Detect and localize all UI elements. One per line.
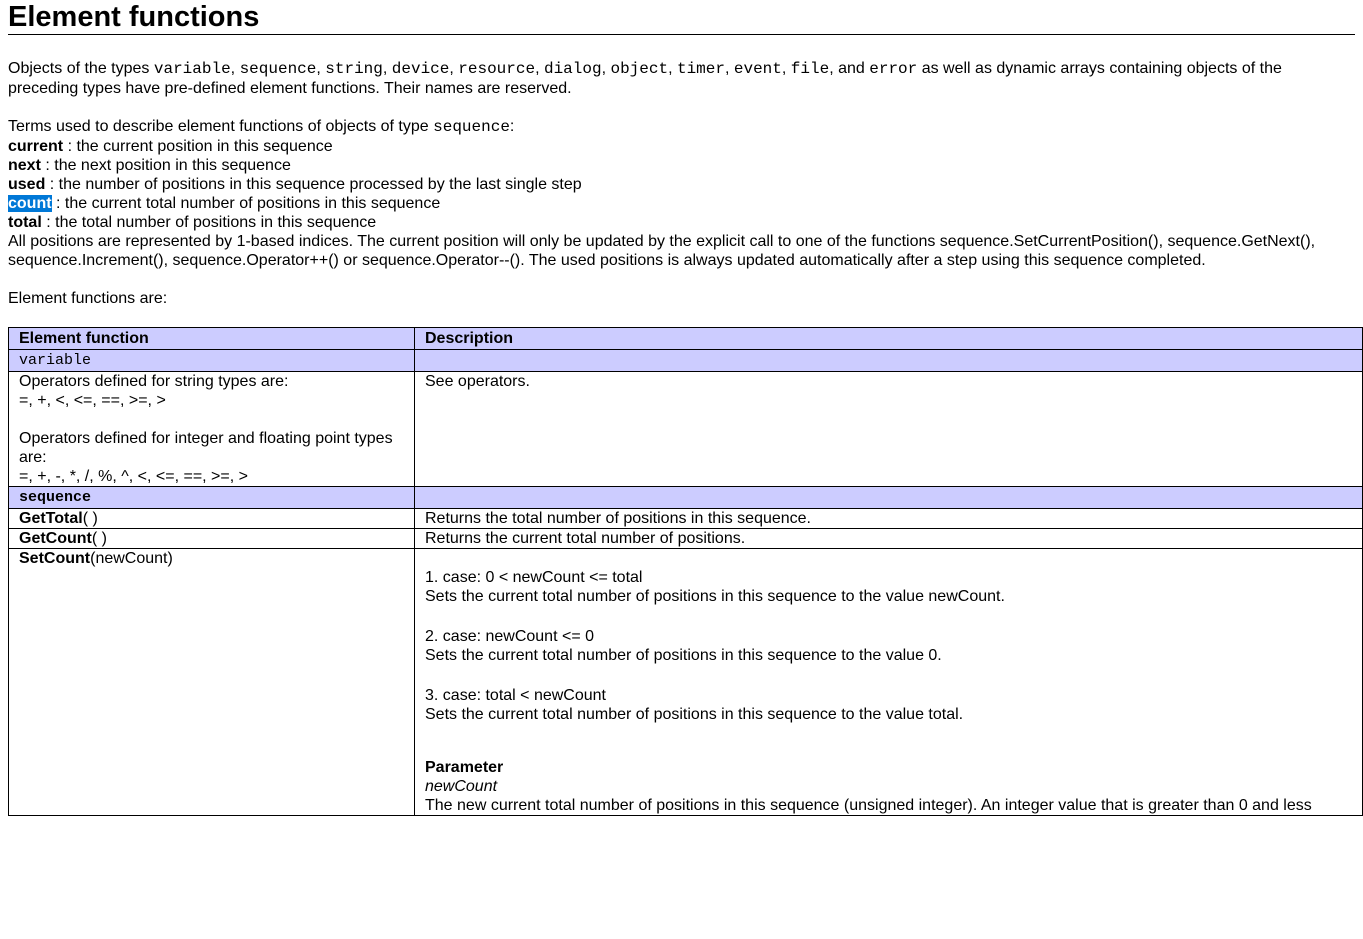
group-row-sequence bbox=[9, 487, 1363, 509]
variable-ops-cell bbox=[9, 372, 415, 487]
page-title: Element functions bbox=[8, 0, 1355, 35]
term-total: total : the total number of positions in this sequence bbox=[8, 214, 377, 231]
fn-gettotal: GetTotal( ) bbox=[9, 509, 415, 529]
ops-string-label: Operators defined for string types are: bbox=[19, 373, 289, 390]
group-label-variable: variable bbox=[9, 350, 415, 372]
intro-paragraph: Objects of the types variable, sequence, string, device, resource, dialog, object, timer, event, file, and error as well as dynamic arrays containing objects of the preceding types have pre-defined element functions. Their names are reserved. bbox=[8, 60, 1282, 97]
variable-ops-desc: See operators. bbox=[415, 372, 1363, 487]
term-current: current : the current position in this sequence bbox=[8, 138, 333, 155]
case-1: 1. case: 0 < newCount <= total bbox=[425, 569, 643, 586]
table-row-gettotal bbox=[9, 509, 1363, 529]
type-resource: resource bbox=[458, 60, 536, 78]
case-3: 3. case: total < newCount bbox=[425, 687, 606, 704]
table-row-variable-ops bbox=[9, 372, 1363, 487]
term-count: count : the current total number of positions in this sequence bbox=[8, 195, 441, 212]
fn-gettotal-desc: Returns the total number of positions in this sequence. bbox=[415, 509, 1363, 529]
term-next: next : the next position in this sequence bbox=[8, 157, 291, 174]
positions-note: All positions are represented by 1-based indices. The current position will only be updated by the explicit call to one of the functions sequence.SetCurrentPosition(), sequence.GetNext(), sequence.Increment(), sequence.Operator++() or sequence.Operator--(). The used positions is always updated automatically after a step using this sequence completed. bbox=[8, 233, 1316, 269]
header-element-function: Element function bbox=[9, 328, 415, 350]
case-2: 2. case: newCount <= 0 bbox=[425, 628, 594, 645]
type-event: event bbox=[733, 60, 782, 78]
case-1-desc: Sets the current total number of positions in this sequence to the value newCount. bbox=[425, 588, 1005, 605]
table-row-getcount bbox=[9, 529, 1363, 549]
parameter-heading: Parameter bbox=[425, 759, 504, 776]
fn-setcount-desc bbox=[415, 549, 1363, 816]
ops-num-label: Operators defined for integer and floating point types are: bbox=[19, 430, 393, 466]
intro-and: and bbox=[838, 60, 865, 77]
type-variable: variable bbox=[153, 60, 231, 78]
intro-suffix: as well as dynamic arrays containing objects of the preceding types have pre-defined element functions. Their names are reserved. bbox=[8, 60, 1282, 97]
type-dialog: dialog bbox=[543, 60, 602, 78]
fn-setcount: SetCount(newCount) bbox=[9, 549, 415, 816]
type-file: file bbox=[790, 60, 830, 78]
element-functions-table bbox=[8, 327, 1363, 816]
case-3-desc: Sets the current total number of positions in this sequence to the value total. bbox=[425, 706, 964, 723]
ops-num: =, +, -, *, /, %, ^, <, <=, ==, >=, > bbox=[19, 468, 248, 485]
fn-getcount-desc: Returns the current total number of positions. bbox=[415, 529, 1363, 549]
intro-prefix: Objects of the types bbox=[8, 60, 154, 77]
selected-text[interactable]: count bbox=[8, 195, 52, 212]
parameter-desc: The new current total number of positions in this sequence (unsigned integer). An integer value that is greater than 0 and less bbox=[425, 797, 1312, 814]
table-header-row bbox=[9, 328, 1363, 350]
type-string: string bbox=[325, 60, 383, 78]
ops-string: =, +, <, <=, ==, >=, > bbox=[19, 392, 166, 409]
term-used: used : the number of positions in this sequence processed by the last single step bbox=[8, 176, 582, 193]
parameter-name: newCount bbox=[425, 778, 498, 795]
type-sequence: sequence bbox=[239, 60, 317, 78]
terms-lead: Terms used to describe element functions of objects of type sequence: bbox=[8, 118, 515, 136]
element-functions-label: Element functions are: bbox=[8, 290, 168, 307]
type-error: error bbox=[869, 60, 918, 78]
group-label-sequence: sequence bbox=[9, 487, 415, 509]
type-timer: timer bbox=[676, 60, 725, 78]
group-row-variable bbox=[9, 350, 1363, 372]
case-2-desc: Sets the current total number of positions in this sequence to the value 0. bbox=[425, 647, 942, 664]
terms-lead-code: sequence bbox=[433, 118, 510, 136]
table-row-setcount bbox=[9, 549, 1363, 816]
fn-getcount: GetCount( ) bbox=[9, 529, 415, 549]
type-device: device bbox=[391, 60, 450, 78]
type-object: object bbox=[610, 60, 669, 78]
header-description: Description bbox=[415, 328, 1363, 350]
